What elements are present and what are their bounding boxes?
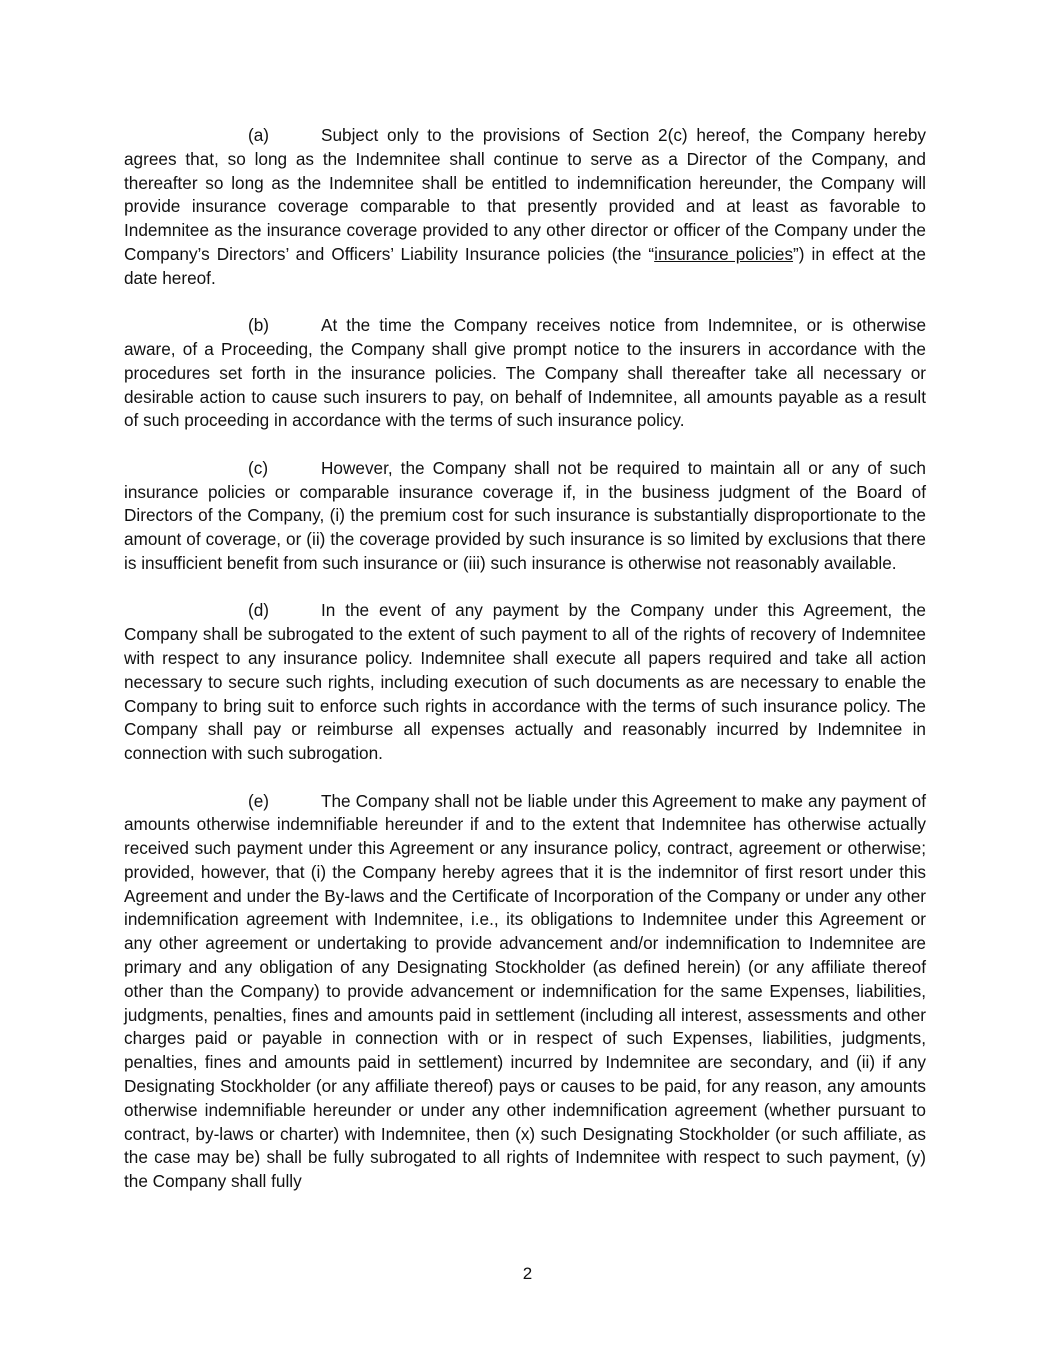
- paragraph-marker: (d): [248, 600, 270, 621]
- defined-term: insurance policies: [654, 243, 794, 264]
- paragraph-text: In the event of any payment by the Company under this Agreement, the Company shall be subrogated to the extent of such payment to all of the rights of recovery of Indemnitee with respect to any insurance policy. Indemnitee shall execute all papers required and take all action necessary to secure such rights, including execution of such documents as are necessary to enable the Company to bring suit to enforce such rights in accordance with the terms of such insurance policy. The Company shall pay or reimburse all expenses actually and reasonably incurred by Indemnitee in connection with such subrogation.: [124, 600, 926, 764]
- page-number: 2: [522, 1264, 533, 1283]
- paragraph-a: [124, 124, 926, 291]
- paragraph-e: [124, 790, 926, 1195]
- paragraph-text: Subject only to the provisions of Section 2(c) hereof, the Company hereby agrees that, so long as the Indemnitee shall continue to serve as a Director of the Company, and thereafter so long as the Indemnitee shall be entitled to indemnification hereunder, the Company will provide insurance coverage comparable to that presently provided and at least as favorable to Indemnitee as the insurance coverage provided to any other director or officer of the Company under the Company’s Directors’ and Officers’ Liability Insurance policies (the “: [124, 125, 926, 264]
- paragraph-d: [124, 599, 926, 766]
- paragraph-text: At the time the Company receives notice from Indemnitee, or is otherwise aware, of a Proceeding, the Company shall give prompt notice to the insurers in accordance with the procedures set forth in the insurance policies. The Company shall thereafter take all necessary or desirable action to cause such insurers to pay, on behalf of Indemnitee, all amounts payable as a result of such proceeding in accordance with the terms of such insurance policy.: [124, 315, 926, 431]
- paragraph-text: However, the Company shall not be required to maintain all or any of such insurance policies or comparable insurance coverage if, in the business judgment of the Board of Directors of the Company, (i) the premium cost for such insurance is substantially disproportionate to the amount of coverage, or (ii) the coverage provided by such insurance is so limited by exclusions that there is insufficient benefit from such insurance or (iii) such insurance is otherwise not reasonably available.: [124, 457, 926, 573]
- paragraph-text-continued: ”) in effect at the date hereof.: [124, 243, 926, 288]
- paragraph-c: [124, 457, 926, 576]
- paragraph-b: [124, 314, 926, 433]
- paragraph-marker: (c): [248, 457, 269, 478]
- paragraph-marker: (e): [248, 790, 270, 811]
- paragraph-text: The Company shall not be liable under this Agreement to make any payment of amounts otherwise indemnifiable hereunder if and to the extent that Indemnitee has otherwise actually received such payment under this Agreement or any insurance policy, contract, agreement or otherwise; provided, however, that (i) the Company hereby agrees that it is the indemnitor of first resort under this Agreement and under the By-laws and the Certificate of Incorporation of the Company or under any other indemnification agreement with Indemnitee, i.e., its obligations to Indemnitee under this Agreement or any other agreement or undertaking to provide advancement and/or indemnification to Indemnitee are primary and any obligation of any Designating Stockholder (as defined herein) (or any affiliate thereof other than the Company) to provide advancement or indemnification for the same Expenses, liabilities, judgments, penalties, fines and amounts paid in settlement (including all interest, assessments and other charges paid or payable in connection with or in respect of such Expenses, liabilities, judgments, penalties, fines and amounts paid in settlement) incurred by Indemnitee are secondary, and (ii) if any Designating Stockholder (or any affiliate thereof) pays or causes to be paid, for any reason, any amounts otherwise indemnifiable hereunder or under any other indemnification agreement (whether pursuant to contract, by-laws or charter) with Indemnitee, then (x) such Designating Stockholder (or such affiliate, as the case may be) shall be fully subrogated to all rights of Indemnitee with respect to such payment, (y) the Company shall fully: [124, 790, 926, 1192]
- document-body: [124, 124, 926, 1218]
- paragraph-marker: (b): [248, 315, 270, 336]
- paragraph-marker: (a): [248, 125, 270, 145]
